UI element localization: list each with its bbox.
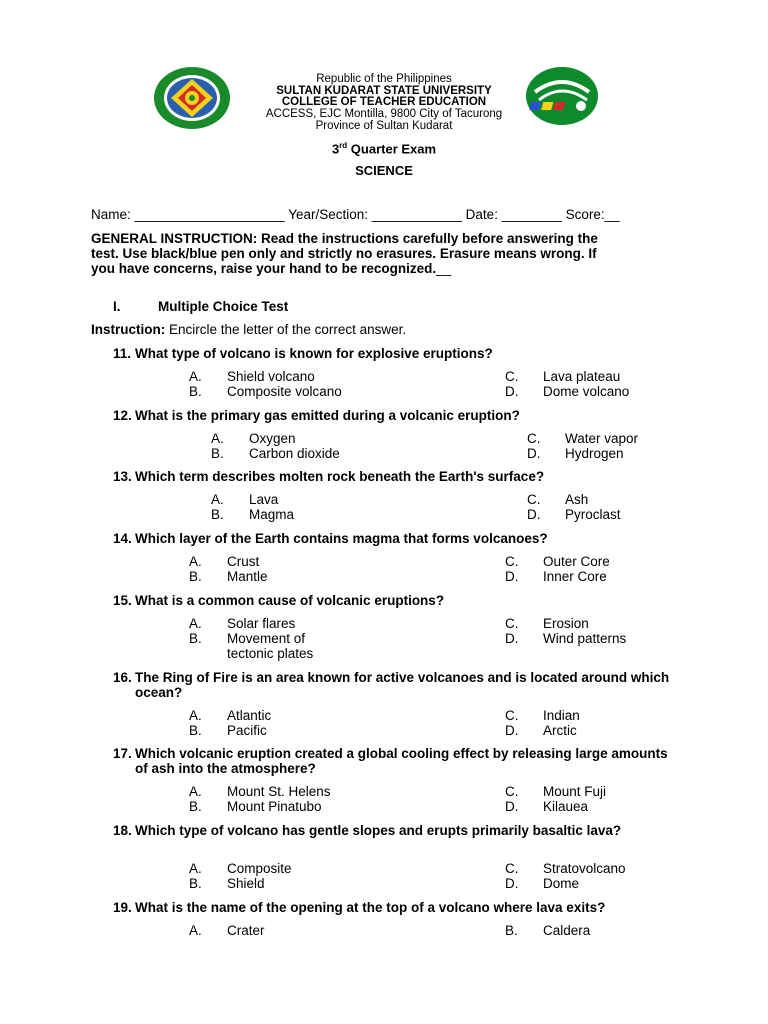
question-12 [113, 408, 683, 423]
option-letter: B. [211, 446, 224, 461]
question-text: What is a common cause of volcanic eruptions? [135, 593, 445, 608]
question-text: The Ring of Fire is an area known for active volcanoes and is located around which ocean? [135, 670, 670, 700]
question-number: 19. [113, 900, 132, 915]
year-section-field[interactable]: ____________ [371, 207, 462, 222]
college-logo [525, 66, 599, 126]
option-text: Outer Core [543, 554, 610, 569]
option-text: Mount St. Helens [227, 784, 331, 799]
option-text: Dome [543, 876, 580, 891]
option-letter: D. [505, 569, 519, 584]
question-text: Which layer of the Earth contains magma that forms volcanoes? [135, 531, 548, 546]
option-letter: C. [505, 784, 519, 799]
general-instruction-line: GENERAL INSTRUCTION: Read the instructions carefully before answering the [91, 231, 598, 246]
question-number: 11. [113, 346, 132, 361]
option-text: Kilauea [543, 799, 589, 814]
option-text: Lava plateau [543, 369, 621, 384]
option-text: Water vapor [565, 431, 639, 446]
option-text: Wind patterns [543, 631, 627, 646]
address-text: ACCESS, EJC Montilla, 9800 City of Tacurong [265, 108, 503, 120]
option-letter: B. [189, 631, 202, 646]
option-letter: A. [189, 861, 202, 876]
option-letter: D. [505, 723, 519, 738]
question-number: 12. [113, 408, 132, 423]
option-letter: A. [189, 923, 202, 938]
option-letter: B. [505, 923, 518, 938]
date-label: Date: [465, 207, 498, 222]
question-text: Which term describes molten rock beneath the Earth's surface? [135, 469, 545, 484]
option-letter: C. [505, 616, 519, 631]
option-text: Arctic [543, 723, 577, 738]
score-label: Score: [565, 207, 605, 222]
question-number: 13. [113, 469, 132, 484]
name-field[interactable]: ____________________ [134, 207, 285, 222]
general-instruction-line: you have concerns, raise your hand to be recognized.__ [91, 261, 452, 276]
option-letter: B. [189, 799, 202, 814]
option-letter: A. [189, 554, 202, 569]
option-letter: C. [505, 861, 519, 876]
question-number: 16. [113, 670, 132, 685]
option-text: Mount Fuji [543, 784, 607, 799]
option-text: Magma [249, 507, 295, 522]
question-18 [113, 823, 683, 838]
question-number: 14. [113, 531, 132, 546]
option-text: Shield [227, 876, 265, 891]
question-11 [113, 346, 683, 361]
option-text: Indian [543, 708, 580, 723]
option-letter: C. [527, 492, 541, 507]
option-text: Stratovolcano [543, 861, 626, 876]
student-info-line [91, 207, 620, 222]
question-16 [113, 670, 683, 700]
question-text: Which volcanic eruption created a global cooling effect by releasing large amounts of ash into the atmosphere? [135, 746, 668, 776]
name-label: Name: [91, 207, 131, 222]
score-field[interactable]: __ [604, 207, 620, 222]
option-letter: A. [189, 369, 202, 384]
option-text: Caldera [543, 923, 591, 938]
province-text: Province of Sultan Kudarat [315, 120, 453, 132]
option-text: Oxygen [249, 431, 296, 446]
option-text: Hydrogen [565, 446, 624, 461]
option-text: Inner Core [543, 569, 607, 584]
general-instruction [91, 231, 691, 276]
option-letter: A. [189, 784, 202, 799]
section-numeral: I. [113, 299, 121, 314]
option-text: Movement of tectonic plates [227, 631, 314, 661]
question-text: What is the primary gas emitted during a volcanic eruption? [135, 408, 520, 423]
option-text: Composite [227, 861, 292, 876]
university-name: SULTAN KUDARAT STATE UNIVERSITY [276, 85, 492, 97]
question-text: Which type of volcano has gentle slopes and erupts primarily basaltic lava? [135, 823, 622, 838]
option-text: Crust [227, 554, 260, 569]
option-letter: B. [189, 876, 202, 891]
question-14 [113, 531, 683, 546]
option-text: Solar flares [227, 616, 296, 631]
option-text: Carbon dioxide [249, 446, 340, 461]
general-instruction-line: test. Use black/blue pen only and strictly no erasures. Erasure means wrong. If [91, 246, 597, 261]
question-19 [113, 900, 683, 915]
option-letter: B. [189, 569, 202, 584]
year-section-label: Year/Section: [288, 207, 369, 222]
option-letter: C. [505, 369, 519, 384]
section-title: Multiple Choice Test [158, 299, 289, 314]
option-text: Dome volcano [543, 384, 630, 399]
subject-title: SCIENCE [355, 163, 413, 178]
option-text: Pacific [227, 723, 267, 738]
question-number: 17. [113, 746, 132, 761]
question-17 [113, 746, 683, 776]
question-13 [113, 469, 683, 484]
option-letter: D. [505, 384, 519, 399]
option-text: Atlantic [227, 708, 272, 723]
option-letter: A. [211, 492, 224, 507]
option-letter: D. [505, 799, 519, 814]
option-letter: D. [527, 507, 541, 522]
option-text: Mantle [227, 569, 268, 584]
question-number: 15. [113, 593, 132, 608]
option-text: Ash [565, 492, 589, 507]
option-letter: D. [505, 876, 519, 891]
option-letter: B. [189, 384, 202, 399]
section-instruction: Instruction: Encircle the letter of the correct answer. [91, 322, 407, 337]
option-letter: B. [189, 723, 202, 738]
option-text: Pyroclast [565, 507, 621, 522]
option-letter: D. [527, 446, 541, 461]
date-field[interactable]: ________ [501, 207, 562, 222]
question-text: What is the name of the opening at the top of a volcano where lava exits? [135, 900, 606, 915]
college-name: COLLEGE OF TEACHER EDUCATION [281, 96, 487, 108]
option-letter: A. [189, 708, 202, 723]
question-text: What type of volcano is known for explosive eruptions? [135, 346, 493, 361]
option-text: Composite volcano [227, 384, 342, 399]
option-text: Lava [249, 492, 279, 507]
option-letter: C. [505, 554, 519, 569]
option-letter: D. [505, 631, 519, 646]
option-letter: C. [505, 708, 519, 723]
option-letter: A. [189, 616, 202, 631]
option-text: Erosion [543, 616, 589, 631]
option-letter: A. [211, 431, 224, 446]
question-15 [113, 593, 683, 608]
question-number: 18. [113, 823, 132, 838]
option-text: Crater [227, 923, 265, 938]
university-seal-logo [153, 66, 231, 130]
option-text: Shield volcano [227, 369, 315, 384]
option-text: Mount Pinatubo [227, 799, 322, 814]
country-text: Republic of the Philippines [316, 73, 452, 85]
option-letter: C. [527, 431, 541, 446]
option-letter: B. [211, 507, 224, 522]
exam-title: 3rd Quarter Exam [331, 141, 437, 157]
